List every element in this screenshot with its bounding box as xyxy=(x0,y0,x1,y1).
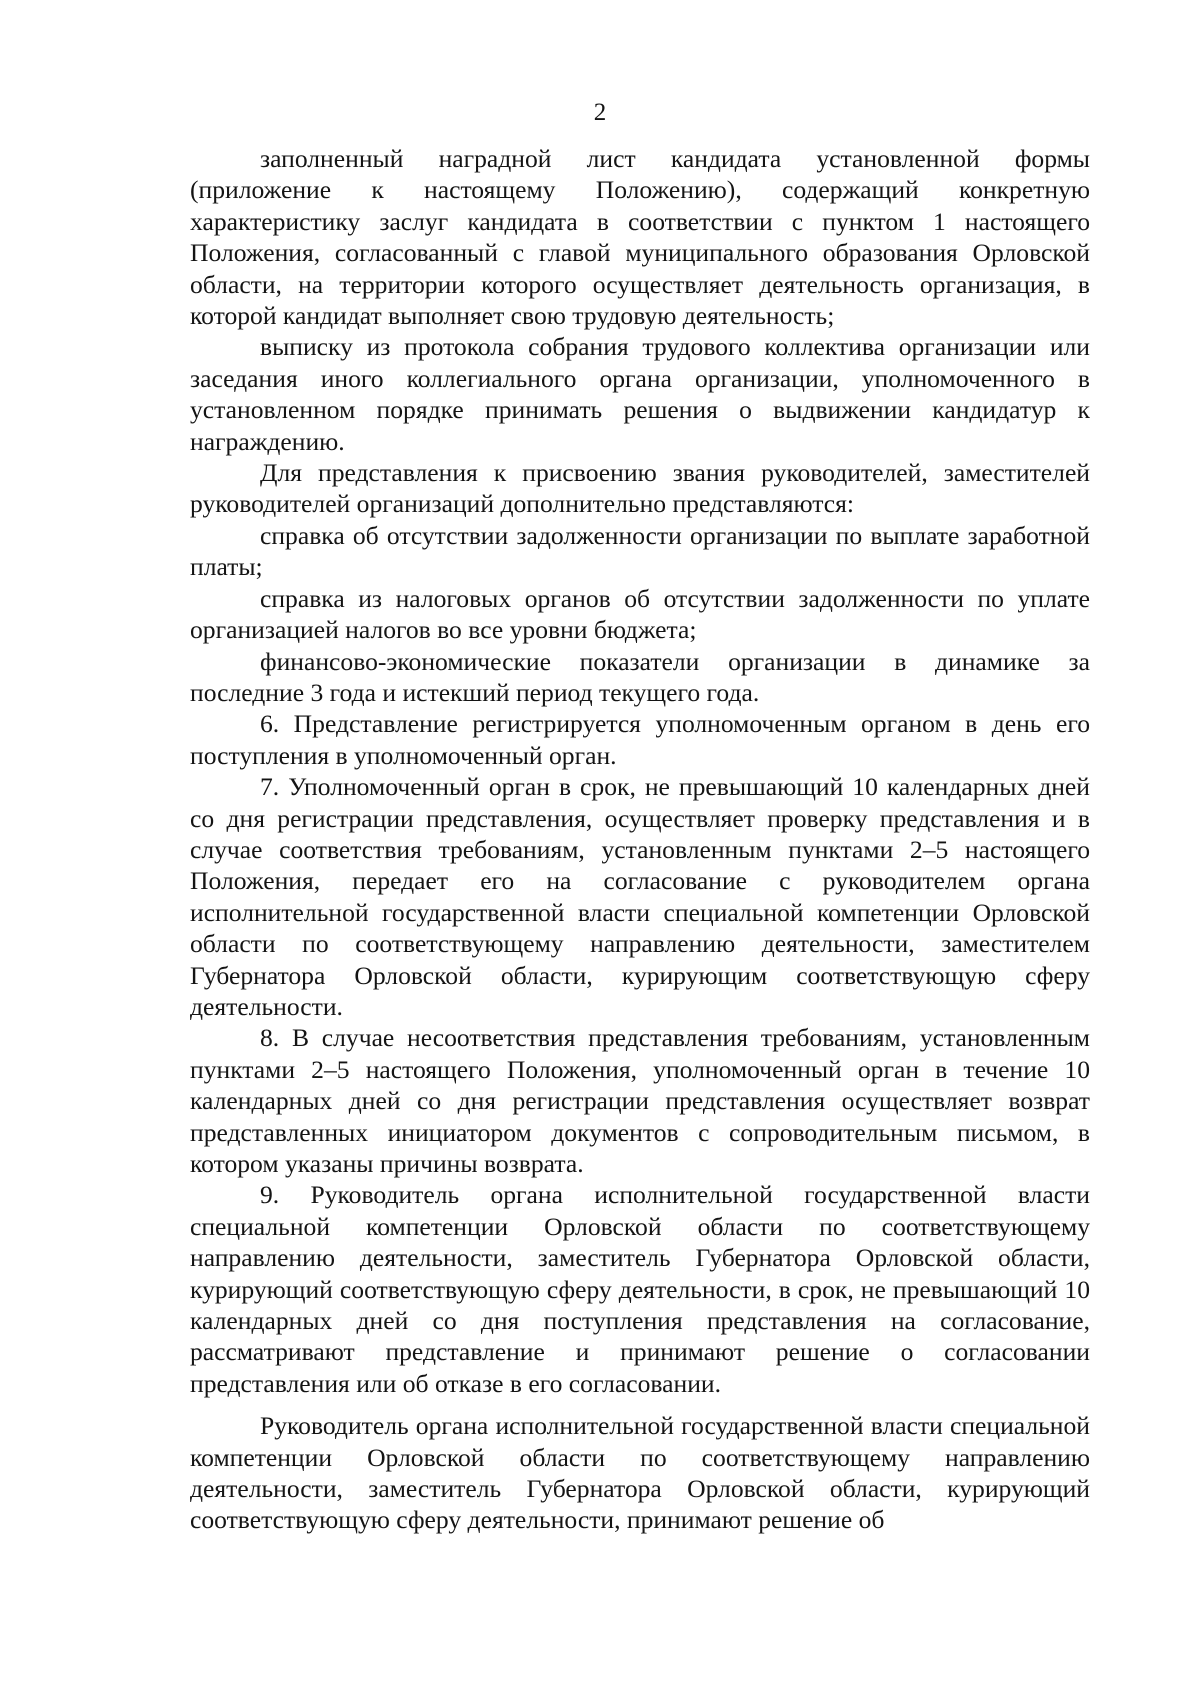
paragraph-salary-debt-certificate: справка об отсутствии задолженности организации по выплате заработной платы; xyxy=(190,520,1090,582)
page-number: 2 xyxy=(593,99,607,126)
paragraph-award-sheet: заполненный наградной лист кандидата установленной формы (приложение к настоящему Положению), содержащий конкретную характеристику заслуг кандидата в соответствии с пунктом 1 настоящего Положения, согласованный с главой муниципального образования Орловской области, на территории которого осуществляет деятельность организация, в которой кандидат выполняет свою трудовую деятельность; xyxy=(190,144,1090,331)
paragraph-item-7: 7. Уполномоченный орган в срок, не превышающий 10 календарных дней со дня регистрации представления, осуществляет проверку представления и в случае соответствия требованиям, установленным пунктами 2–5 настоящего Положения, передает его на согласование с руководителем органа исполнительной государственной власти специальной компетенции Орловской области по соответствующему направлению деятельности, заместителем Губернатора Орловской области, курирующим соответствующую сферу деятельности. xyxy=(190,772,1090,1021)
paragraph-decision: Руководитель органа исполнительной государственной власти специальной компетенции Орловской области по соответствующему направлению деятельности, заместитель Губернатора Орловской области, курирующий соответствующую сферу деятельности, принимают решение об xyxy=(190,1411,1090,1535)
paragraph-protocol-extract: выписку из протокола собрания трудового коллектива организации или заседания иного коллегиального органа организации, уполномоченного в установленном порядке принимать решения о выдвижении кандидатур к награждению. xyxy=(190,332,1090,456)
paragraph-item-9: 9. Руководитель органа исполнительной государственной власти специальной компетенции Орловской области по соответствующему направлению деятельности, заместитель Губернатора Орловской области, курирующий соответствующую сферу деятельности, в срок, не превышающий 10 календарных дней со дня поступления представления на согласование, рассматривают представление и принимают решение о согласовании представления или об отказе в его согласовании. xyxy=(190,1180,1090,1398)
paragraph-item-6: 6. Представление регистрируется уполномоченным органом в день его поступления в уполномоченный орган. xyxy=(190,709,1090,770)
paragraph-financial-indicators: финансово-экономические показатели организации в динамике за последние 3 года и истекший период текущего года. xyxy=(190,646,1090,707)
paragraph-item-8: 8. В случае несоответствия представления требованиям, установленным пунктами 2–5 настоящего Положения, уполномоченный орган в течение 10 календарных дней со дня регистрации представления осуществляет возврат представленных инициатором документов с сопроводительным письмом, в котором указаны причины возврата. xyxy=(190,1023,1090,1178)
paragraph-tax-certificate: справка из налоговых органов об отсутствии задолженности по уплате организацией налогов во все уровни бюджета; xyxy=(190,583,1090,645)
paragraph-managers-additional: Для представления к присвоению звания руководителей, заместителей руководителей организаций дополнительно представляются: xyxy=(190,458,1090,519)
document-body xyxy=(190,143,1090,1536)
